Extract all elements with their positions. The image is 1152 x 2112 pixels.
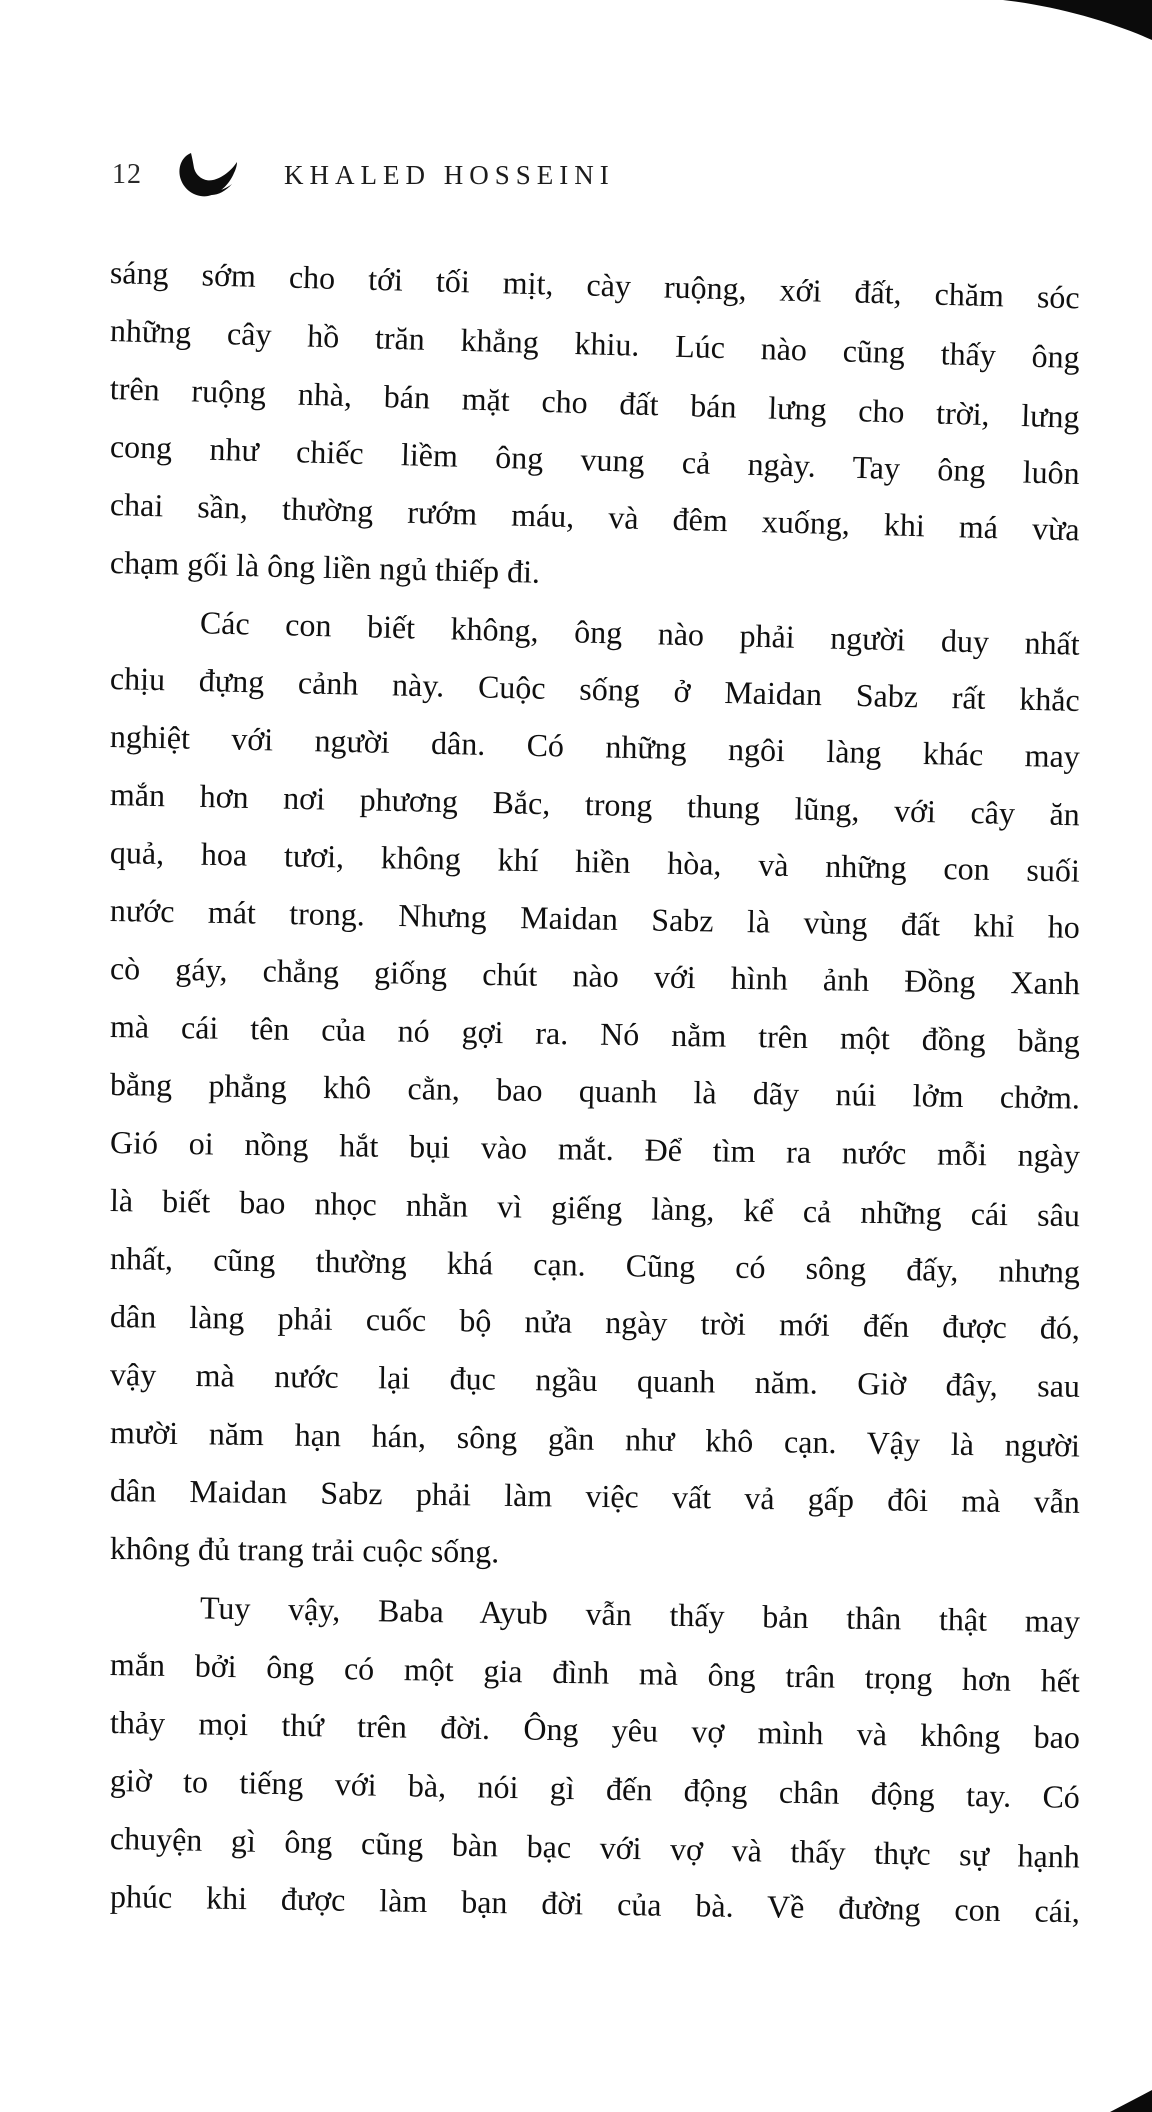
text-line: không đủ trang trải cuộc sống.: [109, 1530, 500, 1570]
page-corner-shadow-bottom-right-icon: [1106, 2084, 1152, 2112]
text-line: trên ruộng nhà, bán mặt cho đất bán lưng cho trời, lưng: [109, 370, 1081, 435]
text-line: nước mát trong. Nhưng Maidan Sabz là vùng đất khỉ ho: [109, 892, 1081, 945]
running-head: [112, 148, 615, 202]
text-line: mắn bởi ông có một gia đình mà ông trân trọng hơn hết: [109, 1646, 1081, 1699]
text-line: cò gáy, chẳng giống chút nào với hình ảnh Đồng Xanh: [109, 950, 1081, 1002]
text-line: mà cái tên của nó gợi ra. Nó nằm trên một đồng bằng: [109, 1008, 1081, 1060]
text-line: vậy mà nước lại đục ngầu quanh năm. Giờ đây, sau: [109, 1356, 1081, 1404]
text-line: chịu đựng cảnh này. Cuộc sống ở Maidan Sabz rất khắc: [109, 660, 1081, 719]
text-line: bằng phẳng khô cằn, bao quanh là dãy núi lởm chởm.: [109, 1066, 1081, 1116]
text-line: mười năm hạn hán, sông gần như khô cạn. Vậy là người: [109, 1414, 1081, 1464]
bird-ornament-icon: [166, 148, 242, 202]
text-line: những cây hồ trăn khẳng khiu. Lúc nào cũng thấy ông: [109, 312, 1081, 376]
text-line: sáng sớm cho tới tối mịt, cày ruộng, xới đất, chăm sóc: [109, 254, 1081, 316]
text-line: cong như chiếc liềm ông vung cả ngày. Tay ông luôn: [109, 428, 1081, 492]
text-line: Gió oi nồng hắt bụi vào mắt. Để tìm ra nước mỗi ngày: [109, 1124, 1081, 1174]
text-line: giờ to tiếng với bà, nói gì đến động chân động tay. Có: [109, 1762, 1081, 1815]
text-line: phúc khi được làm bạn đời của bà. Về đường con cái,: [109, 1878, 1081, 1930]
text-line: chuyện gì ông cũng bàn bạc với vợ và thấy thực sự hạnh: [109, 1820, 1081, 1875]
text-line: là biết bao nhọc nhằn vì giếng làng, kể cả những cái sâu: [109, 1182, 1081, 1234]
body-text: [109, 243, 1081, 1930]
text-line: dân Maidan Sabz phải làm việc vất vả gấp đôi mà vẫn: [109, 1472, 1081, 1520]
text-line: chạm gối là ông liền ngủ thiếp đi.: [109, 544, 541, 590]
text-line: nghiệt với người dân. Có những ngôi làng khác may: [109, 718, 1081, 775]
text-line: nhất, cũng thường khá cạn. Cũng có sông đấy, nhưng: [109, 1240, 1081, 1290]
text-line: chai sần, thường rướm máu, và đêm xuống, khi má vừa: [109, 486, 1081, 548]
text-line: dân làng phải cuốc bộ nửa ngày trời mới đến được đó,: [109, 1298, 1081, 1346]
text-line: quả, hoa tươi, không khí hiền hòa, và những con suối: [109, 834, 1081, 889]
text-line: thảy mọi thứ trên đời. Ông yêu vợ mình và không bao: [109, 1704, 1081, 1756]
page-curl-shadow-top-right-icon: [1000, 0, 1152, 44]
page-number: 12: [112, 159, 142, 190]
text-line: Các con biết không, ông nào phải người duy nhất: [199, 604, 1081, 662]
running-head-author: KHALED HOSSEINI: [284, 159, 615, 190]
text-line: mắn hơn nơi phương Bắc, trong thung lũng, với cây ăn: [109, 776, 1081, 833]
text-line: Tuy vậy, Baba Ayub vẫn thấy bản thân thật may: [199, 1589, 1081, 1640]
